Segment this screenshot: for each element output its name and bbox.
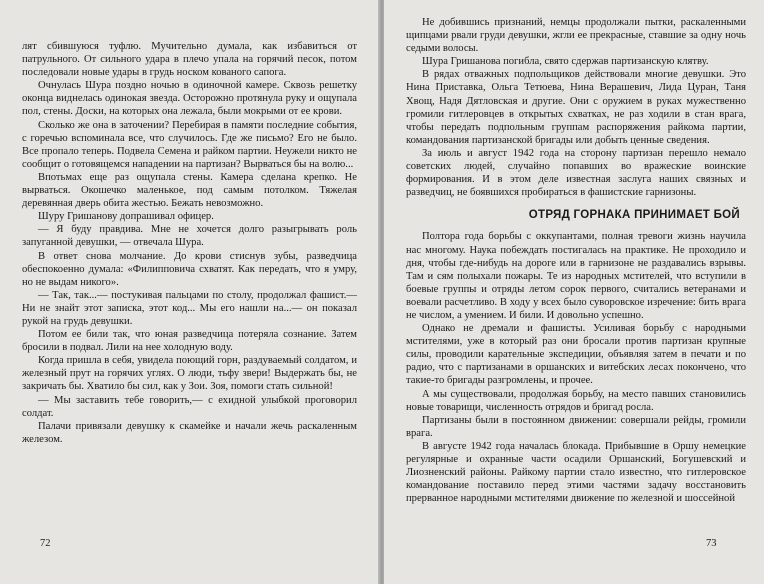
paragraph: В ответ снова молчание. До крови стиснув зубы, разведчица обеспокоенно думала: «Филипповича схватят. Как передать, что я умру, но не выдам никого». (22, 250, 357, 288)
paragraph: А мы существовали, продолжая борьбу, на место павших становились новые товарищи, численность отрядов и бригад росла. (406, 388, 746, 413)
paragraph: Партизаны были в постоянном движении: совершали рейды, громили врага. (406, 414, 746, 439)
right-page (384, 0, 764, 584)
paragraph: — Я буду правдива. Мне не хочется долго разыгрывать роль запуганной девушки, — отвечала Шура. (22, 224, 357, 249)
page-number: 73 (706, 538, 717, 549)
left-page (0, 0, 380, 584)
right-page-text (406, 16, 746, 505)
paragraph: Очнулась Шура поздно ночью в одиночной камере. Сквозь решетку оконца виднелась одинокая звезда. Осторожно протянула руку и ощупала пол, стены. Доски, на которых она лежала, были мокрыми от ее крови. (22, 80, 357, 118)
paragraph: За июль и август 1942 года на сторону партизан перешло немало советских людей, случайно попавших во вражеские воинские формирования. И в этом деле известная заслуга наших связных и разведчиц, не боявшихся пробираться в фашистские гарнизоны. (406, 147, 746, 199)
paragraph: В августе 1942 года началась блокада. Прибывшие в Оршу немецкие регулярные и охранные части осадили Оршанский, Богушевский и Лиозненский районы. Райкому партии стало известно, что гитлеровское командование поставило перед этими частями задачу восстановить прерванное народными мстителями движение по железной и шоссейной (406, 440, 746, 505)
paragraph: В рядах отважных подпольщиков действовали многие девушки. Это Нина Приставка, Ольга Тетюева, Нина Верашевич, Лида Цуран, Таня Хвощ, Надя Дятловская и другие. Они с оружием в руках мужественно громили гитлеровцев в открытых схватках, не раз ходили в стан врага, чтобы передать подпольным группам распоряжения райкома партии, командования партизанской бригады или добыть ценные сведения. (406, 69, 746, 146)
left-page-text (22, 40, 357, 446)
paragraph: — Мы заставить тебе говорить,— с ехидной улыбкой проговорил солдат. (22, 394, 357, 419)
paragraph: Шуру Гришанову допрашивал офицер. (38, 211, 214, 223)
chapter-heading: ОТРЯД ГОРНАКА ПРИНИМАЕТ БОЙ (528, 209, 740, 222)
paragraph: Потом ее били так, что юная разведчица потеряла сознание. Затем бросили в подвал. Лили на нее холодную воду. (22, 329, 357, 354)
paragraph: Палачи привязали девушку к скамейке и начали жечь раскаленным железом. (22, 420, 357, 445)
paragraph: Впотьмах еще раз ощупала стены. Камера сделана крепко. Не вырваться. Окошечко маленькое, под самым потолком. Тяжелая деревянная дверь обита жестью. Бежать невозможно. (22, 171, 357, 210)
paragraph: Полтора года борьбы с оккупантами, полная тревоги жизнь научила нас многому. Наука побеждать постигалась на практике. Не проходило и дня, чтобы где-нибудь на дороге или в гарнизоне не раздавались взрывы. Там и сям полыхали пожары. Те из народных мстителей, что вступили в боевые группы и отряды летом сорок первого, считались ветеранами и воевали расчетливо. В ходу у всех было суворовское изречение: бить врага не числом, а умением. И били. И довольно успешно. (406, 231, 746, 321)
page-number: 72 (40, 538, 51, 549)
paragraph: Когда пришла в себя, увидела поющий горн, раздуваемый солдатом, и железный прут на горячих углях. О люди, тьфу звери! Выдержать бы, не закричать бы. Хватило бы сил, как у Зои. Зоя, помоги стать сильной! (22, 355, 357, 393)
paragraph: лят сбившуюся туфлю. Мучительно думала, как избавиться от патрульного. От сильного удара в плечо упала на горячий песок, потом последовали новые удары в грудь носком кованого сапога. (22, 41, 357, 79)
paragraph: — Так, так...— постукивая пальцами по столу, продолжал фашист.— Ни не знайт этот записка, этот код... Мы его нашли на...— он показал рукой на грудь девушки. (22, 289, 357, 327)
paragraph: Шура Гришанова погибла, свято сдержав партизанскую клятву. (422, 56, 709, 68)
paragraph: Не добившись признаний, немцы продолжали пытки, раскаленными щипцами рвали груди девушки, жгли ее прекрасные, ставшие за одну ночь седыми волосы. (406, 17, 746, 55)
paragraph: Сколько же она в заточении? Перебирая в памяти последние события, с горечью вспоминала все, что случилось. Где же письмо? Его не было. Все пропало теперь. Подвела Семена и райком партии. Неужели никто не сообщит о готовящемся нападении на партизан? Вырваться бы на волю... (22, 119, 357, 170)
paragraph: Однако не дремали и фашисты. Усиливая борьбу с народными мстителями, уже в который раз они бросали против партизан крупные силы, проводили карательные экспедиции, объявляя затем в печати и по радио, что с партизанами в оршанских и витебских лесах покончено, что такие-то бригады разгромлены, и прочее. (406, 323, 746, 387)
